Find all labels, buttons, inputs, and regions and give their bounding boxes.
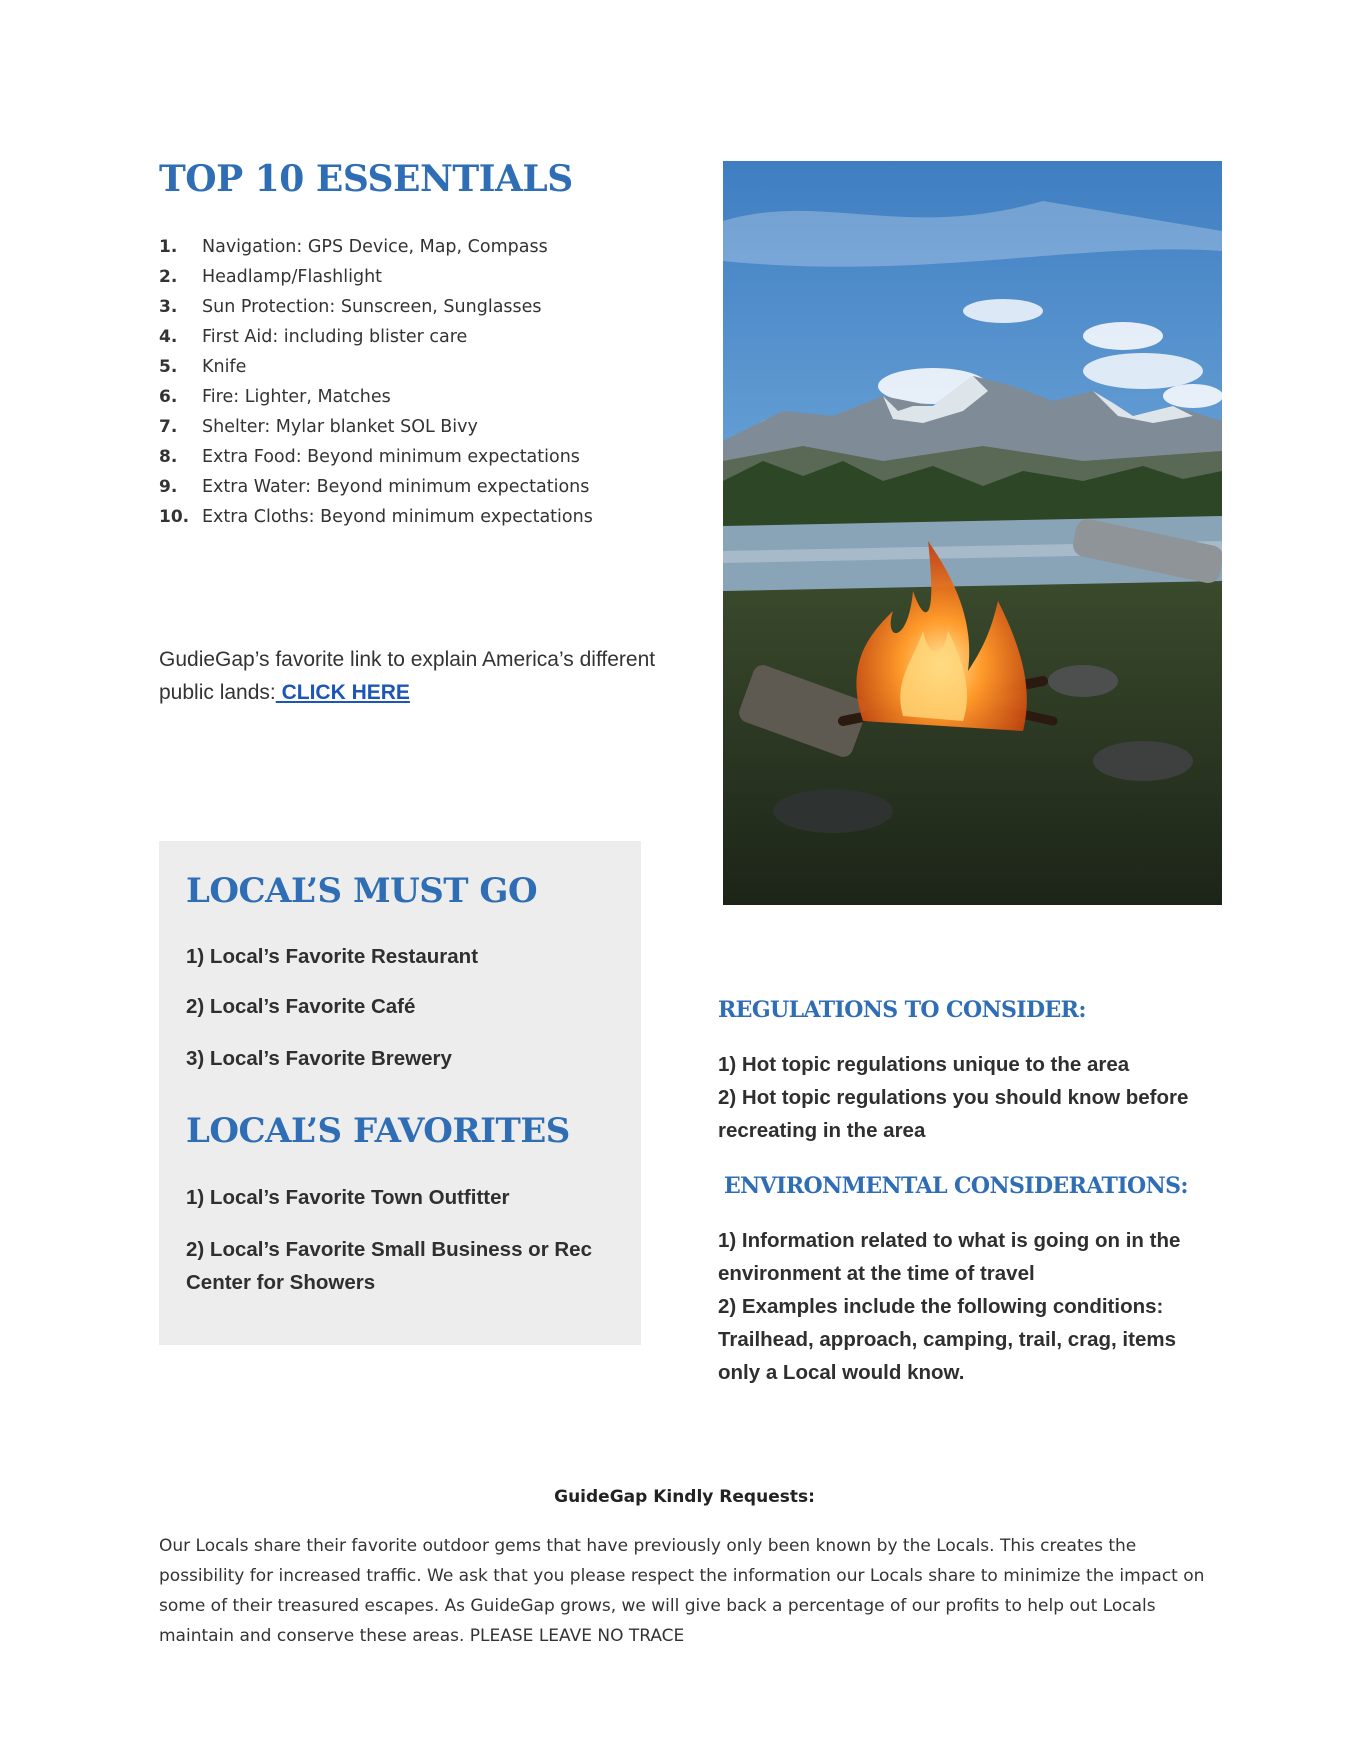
favorites-title: LOCAL’S FAVORITES <box>186 1111 570 1151</box>
item-text: Shelter: Mylar blanket SOL Bivy <box>202 417 478 437</box>
must-go-title: LOCAL’S MUST GO <box>186 871 538 911</box>
item-number: 5. <box>159 357 178 377</box>
environmental-title: ENVIRONMENTAL CONSIDERATIONS: <box>724 1173 1188 1199</box>
list-item: 1) Local’s Favorite Town Outfitter <box>186 1186 510 1209</box>
item-text: Fire: Lighter, Matches <box>202 387 391 407</box>
list-item <box>159 322 679 352</box>
item-number: 2. <box>159 267 178 287</box>
requests-title: GuideGap Kindly Requests: <box>554 1487 815 1507</box>
list-item <box>159 442 679 472</box>
click-here-link[interactable]: CLICK HERE <box>275 681 410 704</box>
list-item: 2) Local’s Favorite Small Business or Rec Center for Showers <box>186 1238 592 1294</box>
list-item: 3) Local’s Favorite Brewery <box>186 1047 452 1070</box>
item-text: Sun Protection: Sunscreen, Sunglasses <box>202 297 542 317</box>
regulations-item-2: 2) Hot topic regulations you should know before recreating in the area <box>718 1086 1189 1142</box>
item-number: 7. <box>159 417 178 437</box>
environmental-item-2: 2) Examples include the following conditions: Trailhead, approach, camping, trail, crag, items only a Local would know. <box>718 1295 1176 1384</box>
locals-box <box>159 841 641 1345</box>
list-item <box>159 232 679 262</box>
list-item <box>159 352 679 382</box>
item-text: Navigation: GPS Device, Map, Compass <box>202 237 548 257</box>
environmental-item-1: 1) Information related to what is going on in the environment at the time of travel <box>718 1229 1181 1285</box>
list-item <box>159 472 679 502</box>
item-number: 1. <box>159 237 178 257</box>
list-item <box>159 412 679 442</box>
item-number: 9. <box>159 477 178 497</box>
item-number: 4. <box>159 327 178 347</box>
public-lands-text: GudieGap’s favorite link to explain America’s different public lands: <box>159 648 656 704</box>
regulations-item-1: 1) Hot topic regulations unique to the area <box>718 1053 1130 1076</box>
essentials-title: TOP 10 ESSENTIALS <box>159 158 573 200</box>
item-number: 6. <box>159 387 178 407</box>
item-number: 3. <box>159 297 178 317</box>
requests-body: Our Locals share their favorite outdoor gems that have previously only been known by the Locals. This creates the possibility for increased traffic. We ask that you please respect the information our Locals share to minimize the impact on some of their treasured escapes. As GuideGap grows, we will give back a percentage of our profits to help out Locals maintain and conserve these areas. PLEASE LEAVE NO TRACE <box>159 1536 1205 1646</box>
regulations-title: REGULATIONS TO CONSIDER: <box>718 997 1086 1023</box>
list-item <box>159 292 679 322</box>
item-text: First Aid: including blister care <box>202 327 468 347</box>
list-item: 2) Local’s Favorite Café <box>186 995 416 1018</box>
item-number: 10. <box>159 507 190 527</box>
public-lands-paragraph <box>159 643 679 709</box>
list-item <box>159 382 679 412</box>
item-number: 8. <box>159 447 178 467</box>
item-text: Extra Food: Beyond minimum expectations <box>202 447 580 467</box>
item-text: Extra Water: Beyond minimum expectations <box>202 477 590 497</box>
list-item: 1) Local’s Favorite Restaurant <box>186 945 479 968</box>
list-item <box>159 502 679 532</box>
item-text: Headlamp/Flashlight <box>202 267 383 287</box>
list-item <box>159 262 679 292</box>
item-text: Extra Cloths: Beyond minimum expectations <box>202 507 593 527</box>
campfire-mountain-photo <box>723 161 1222 905</box>
essentials-list <box>159 232 679 532</box>
item-text: Knife <box>202 357 247 377</box>
